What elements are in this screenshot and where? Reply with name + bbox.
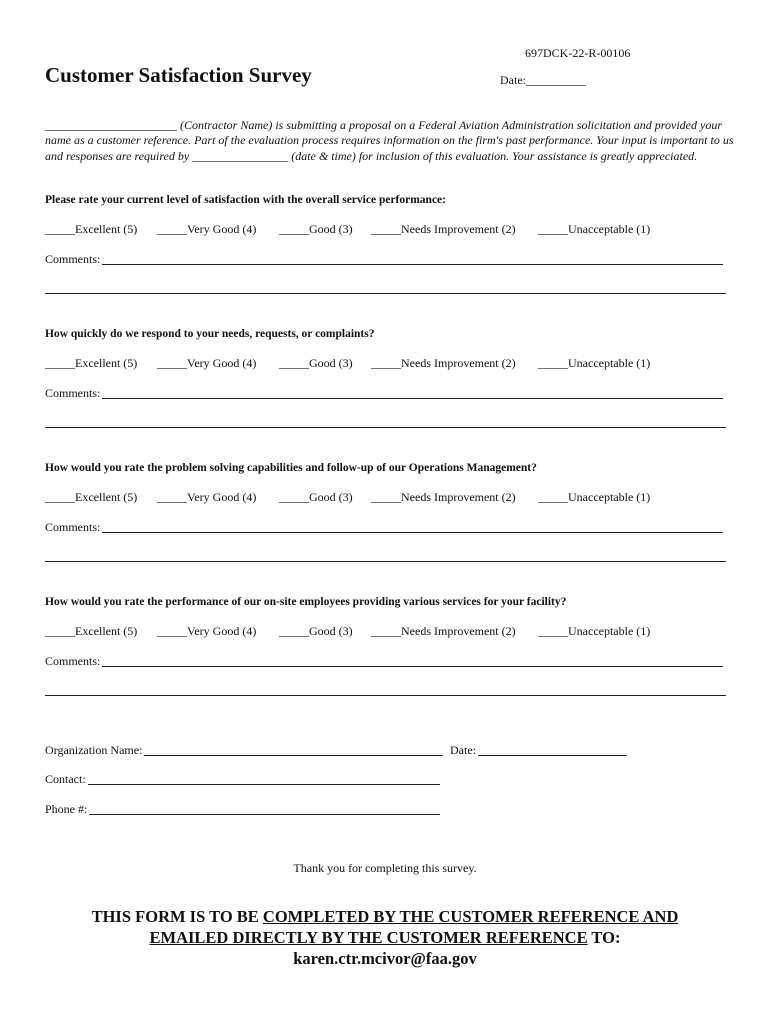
- rating-needs-improvement[interactable]: _____Needs Improvement (2): [371, 222, 516, 236]
- instructions-text-1: THIS FORM IS TO BE: [91, 907, 263, 926]
- contact-label: Contact:: [45, 772, 86, 786]
- intro-paragraph: ______________________ (Contractor Name) is submitting a proposal on a Federal Aviation Administration solicitation and provided your name as a customer reference. Part of the evaluation process requires information on the firm's past performance. Your input is important to us and responses are required by ________________ (date & time) for inclusion of this evaluation. Your assistance is greatly appreciated.: [45, 118, 734, 163]
- comments-line[interactable]: [102, 386, 723, 399]
- comments-label: Comments:: [45, 520, 101, 534]
- question-4: How would you rate the performance of our on-site employees providing various services for your facility?: [45, 596, 567, 608]
- question-3: How would you rate the problem solving capabilities and follow-up of our Operations Management?: [45, 462, 537, 474]
- comments-line[interactable]: [102, 252, 723, 265]
- question-1: Please rate your current level of satisfaction with the overall service performance:: [45, 194, 446, 206]
- comments-field-3[interactable]: [45, 520, 723, 536]
- thank-you-text: Thank you for completing this survey.: [293, 861, 477, 875]
- instructions-text-4: TO:: [587, 928, 621, 947]
- comments-extra-line-2[interactable]: [45, 427, 726, 428]
- rating-options-1: [45, 222, 735, 238]
- rating-excellent[interactable]: _____Excellent (5): [45, 356, 138, 370]
- contact-date-field[interactable]: [450, 743, 627, 759]
- organization-name-line[interactable]: [144, 743, 443, 756]
- comments-field-1[interactable]: [45, 252, 723, 268]
- page-title: Customer Satisfaction Survey: [45, 63, 312, 87]
- header-date-field[interactable]: Date:__________: [500, 73, 586, 87]
- rating-good[interactable]: _____Good (3): [279, 356, 353, 370]
- rating-good[interactable]: _____Good (3): [279, 222, 353, 236]
- rating-good[interactable]: _____Good (3): [279, 624, 353, 638]
- solicitation-reference: 697DCK-22-R-00106: [525, 46, 631, 60]
- rating-unacceptable[interactable]: _____Unacceptable (1): [538, 222, 651, 236]
- question-2: How quickly do we respond to your needs, requests, or complaints?: [45, 328, 375, 340]
- rating-unacceptable[interactable]: _____Unacceptable (1): [538, 624, 651, 638]
- rating-needs-improvement[interactable]: _____Needs Improvement (2): [371, 490, 516, 504]
- rating-excellent[interactable]: _____Excellent (5): [45, 624, 138, 638]
- comments-line[interactable]: [102, 520, 723, 533]
- rating-excellent[interactable]: _____Excellent (5): [45, 490, 138, 504]
- instructions-text-3: EMAILED DIRECTLY BY THE CUSTOMER REFERENCE: [149, 928, 588, 947]
- rating-needs-improvement[interactable]: _____Needs Improvement (2): [371, 356, 516, 370]
- comments-extra-line-3[interactable]: [45, 561, 726, 562]
- rating-very-good[interactable]: _____Very Good (4): [157, 624, 257, 638]
- rating-options-4: [45, 624, 735, 640]
- rating-very-good[interactable]: _____Very Good (4): [157, 356, 257, 370]
- rating-options-3: [45, 490, 735, 506]
- contact-field[interactable]: [45, 772, 440, 788]
- phone-line[interactable]: [89, 802, 440, 815]
- phone-label: Phone #:: [45, 802, 88, 816]
- phone-field[interactable]: [45, 802, 440, 818]
- contact-date-line[interactable]: [478, 743, 627, 756]
- rating-unacceptable[interactable]: _____Unacceptable (1): [538, 490, 651, 504]
- rating-very-good[interactable]: _____Very Good (4): [157, 490, 257, 504]
- comments-label: Comments:: [45, 252, 101, 266]
- comments-field-4[interactable]: [45, 654, 723, 670]
- organization-name-label: Organization Name:: [45, 743, 143, 757]
- organization-name-field[interactable]: [45, 743, 443, 759]
- comments-field-2[interactable]: [45, 386, 723, 402]
- rating-good[interactable]: _____Good (3): [279, 490, 353, 504]
- comments-label: Comments:: [45, 654, 101, 668]
- comments-extra-line-4[interactable]: [45, 695, 726, 696]
- submission-instructions: [0, 906, 770, 969]
- contact-email[interactable]: karen.ctr.mcivor@faa.gov: [293, 949, 477, 968]
- rating-very-good[interactable]: _____Very Good (4): [157, 222, 257, 236]
- comments-label: Comments:: [45, 386, 101, 400]
- rating-needs-improvement[interactable]: _____Needs Improvement (2): [371, 624, 516, 638]
- rating-unacceptable[interactable]: _____Unacceptable (1): [538, 356, 651, 370]
- contact-date-label: Date:: [450, 743, 476, 757]
- comments-extra-line-1[interactable]: [45, 293, 726, 294]
- comments-line[interactable]: [102, 654, 723, 667]
- contact-line[interactable]: [88, 772, 440, 785]
- instructions-text-2: COMPLETED BY THE CUSTOMER REFERENCE AND: [262, 907, 679, 926]
- rating-options-2: [45, 356, 735, 372]
- rating-excellent[interactable]: _____Excellent (5): [45, 222, 138, 236]
